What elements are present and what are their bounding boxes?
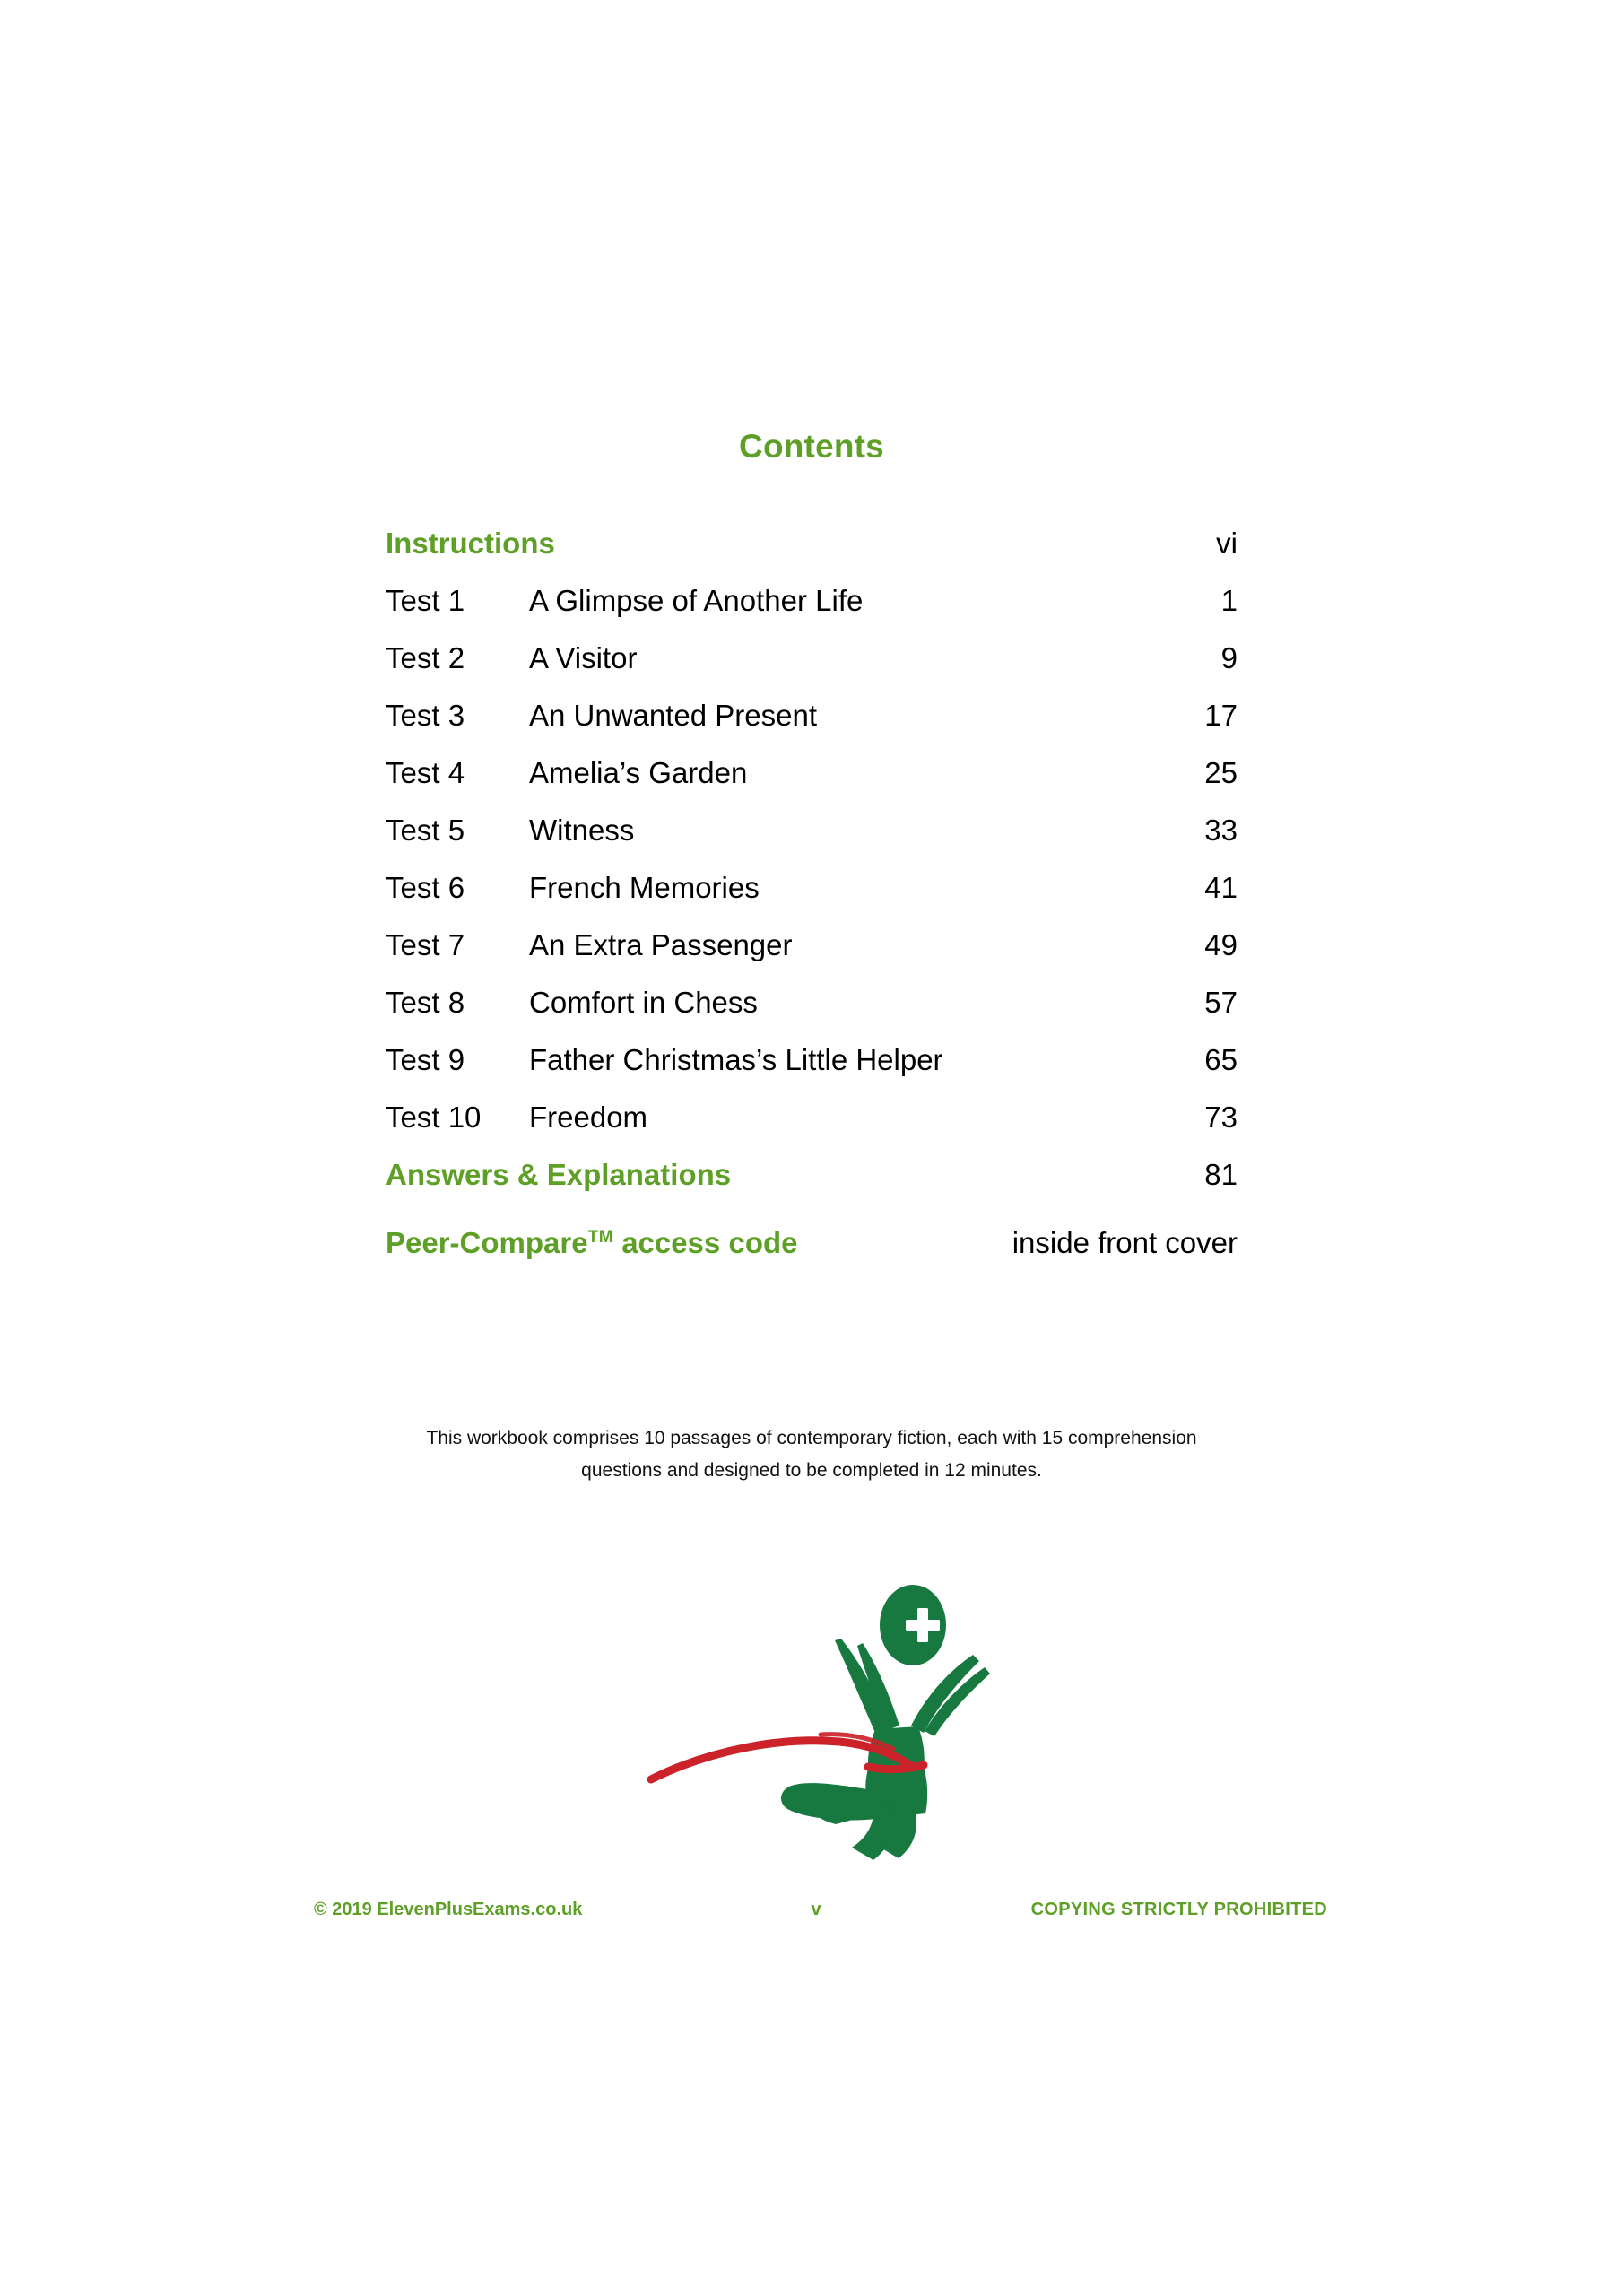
toc-page-number: 1 bbox=[1220, 584, 1238, 617]
toc-label bbox=[386, 1226, 798, 1260]
toc-label: Answers & Explanations bbox=[386, 1158, 732, 1191]
trademark-mark: TM bbox=[587, 1228, 614, 1247]
toc-row-test-5[interactable] bbox=[386, 813, 1238, 871]
toc-label: Test 6 bbox=[386, 871, 465, 904]
toc-row-test-6[interactable] bbox=[386, 871, 1238, 928]
toc-page-number: 41 bbox=[1204, 871, 1238, 904]
copying-prohibited-notice: COPYING STRICTLY PROHIBITED bbox=[1030, 1900, 1327, 1919]
toc-title: Amelia’s Garden bbox=[529, 756, 748, 789]
toc-label: Test 7 bbox=[386, 928, 465, 961]
toc-page-number: 17 bbox=[1204, 699, 1238, 732]
toc-row-test-9[interactable] bbox=[386, 1043, 1238, 1100]
toc-row-peer-compare[interactable] bbox=[386, 1226, 1238, 1289]
workbook-description: This workbook comprises 10 passages of contemporary fiction, each with 15 comprehension questions and designed to be completed in 12 minutes. bbox=[426, 1428, 1197, 1481]
toc-page-number: 81 bbox=[1204, 1158, 1238, 1191]
toc-label: Test 10 bbox=[386, 1100, 482, 1134]
toc-title: An Unwanted Present bbox=[529, 699, 818, 732]
toc-label: Test 1 bbox=[386, 584, 465, 617]
toc-row-test-8[interactable] bbox=[386, 986, 1238, 1043]
toc-title: Father Christmas’s Little Helper bbox=[529, 1043, 943, 1076]
toc-row-instructions[interactable] bbox=[386, 526, 1238, 584]
toc-page-number: 65 bbox=[1204, 1043, 1238, 1076]
toc-row-test-3[interactable] bbox=[386, 699, 1238, 756]
logo-ribbon-waist bbox=[868, 1765, 924, 1770]
elevenplusexams-logo bbox=[628, 1578, 1004, 1866]
toc-title: A Visitor bbox=[529, 641, 638, 674]
toc-title: French Memories bbox=[529, 871, 760, 904]
toc-page-number: 49 bbox=[1204, 928, 1238, 961]
toc-row-test-7[interactable] bbox=[386, 928, 1238, 986]
table-of-contents bbox=[386, 526, 1238, 1289]
footer-page-number: v bbox=[811, 1900, 821, 1919]
page-footer bbox=[305, 1900, 1327, 1935]
copyright-notice: © 2019 ElevenPlusExams.co.uk bbox=[314, 1900, 583, 1919]
toc-page-number: 25 bbox=[1204, 756, 1238, 789]
toc-title: An Extra Passenger bbox=[529, 928, 793, 961]
toc-row-test-1[interactable] bbox=[386, 584, 1238, 641]
toc-page-number: 73 bbox=[1204, 1100, 1238, 1134]
toc-title: Freedom bbox=[529, 1100, 648, 1134]
toc-label: Test 8 bbox=[386, 986, 465, 1019]
toc-label: Instructions bbox=[386, 526, 555, 560]
toc-page-number: 33 bbox=[1204, 813, 1238, 847]
toc-row-test-4[interactable] bbox=[386, 756, 1238, 813]
toc-label: Test 5 bbox=[386, 813, 465, 847]
toc-label: Test 2 bbox=[386, 641, 465, 674]
toc-title: Witness bbox=[529, 813, 635, 847]
toc-page-number: 9 bbox=[1220, 641, 1238, 674]
toc-label: Test 4 bbox=[386, 756, 465, 789]
toc-label: Test 9 bbox=[386, 1043, 465, 1076]
toc-label: Test 3 bbox=[386, 699, 465, 732]
toc-row-test-2[interactable] bbox=[386, 641, 1238, 699]
page-title: Contents bbox=[739, 428, 884, 465]
toc-page-number: 57 bbox=[1204, 986, 1238, 1019]
toc-title: Comfort in Chess bbox=[529, 986, 758, 1019]
toc-label-suffix: access code bbox=[613, 1226, 798, 1259]
toc-page-value: inside front cover bbox=[1012, 1226, 1238, 1259]
toc-row-answers[interactable] bbox=[386, 1158, 1238, 1226]
toc-row-test-10[interactable] bbox=[386, 1100, 1238, 1158]
toc-page-number: vi bbox=[1216, 526, 1238, 560]
toc-title: A Glimpse of Another Life bbox=[529, 584, 864, 617]
toc-label-text: Peer-Compare bbox=[386, 1226, 588, 1259]
